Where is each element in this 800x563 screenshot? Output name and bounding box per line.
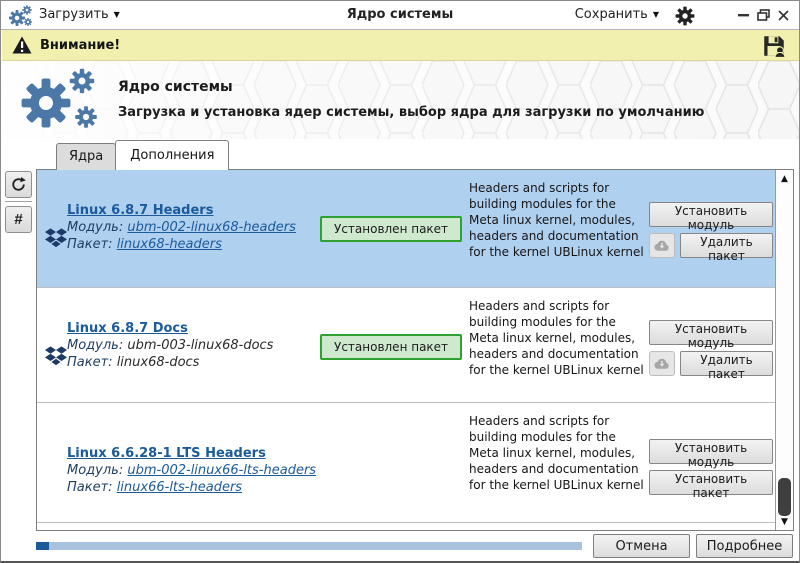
hash-icon: # — [14, 211, 23, 228]
package-row-linux68-docs[interactable] — [37, 288, 775, 403]
module-link[interactable]: ubm-002-linux66-lts-headers — [127, 463, 317, 478]
package-value: linux68-docs — [116, 355, 200, 370]
page-subtitle: Загрузка и установка ядер системы, выбор ядра для загрузки по умолчанию — [118, 105, 705, 120]
tab-kernels[interactable]: Ядра — [56, 143, 116, 170]
progress-bar — [36, 542, 582, 550]
installed-badge: Установлен пакет — [320, 334, 462, 360]
dropbox-package-icon — [45, 346, 67, 366]
module-label: Модуль: — [67, 220, 124, 235]
package-title-link[interactable]: Linux 6.8.7 Docs — [67, 321, 188, 336]
cloud-download-icon — [653, 357, 671, 370]
restore-button[interactable] — [756, 8, 771, 22]
scroll-down-icon[interactable]: ▼ — [781, 516, 788, 527]
install-module-button[interactable]: Установить модуль — [649, 320, 773, 345]
module-label: Модуль: — [67, 338, 124, 353]
header-banner — [2, 61, 799, 139]
toolbar-separator — [5, 201, 32, 202]
package-label: Пакет: — [67, 480, 113, 495]
install-package-button[interactable]: Установить пакет — [649, 470, 773, 495]
package-list — [37, 170, 775, 530]
package-description: Headers and scripts for building modules for the Meta linux kernel, modules, headers and documentation for the kernel UBLinux kernel — [469, 181, 644, 259]
package-row-linux66-lts-headers[interactable] — [37, 403, 775, 523]
installed-badge: Установлен пакет — [320, 216, 462, 242]
install-module-button[interactable]: Установить модуль — [649, 202, 773, 227]
dropbox-package-icon — [45, 228, 67, 248]
minimize-button[interactable] — [736, 8, 751, 22]
banner-gears-icon — [16, 67, 108, 133]
cloud-download-button[interactable] — [649, 233, 675, 258]
close-button[interactable] — [776, 8, 791, 22]
floppy-save-icon[interactable] — [761, 33, 787, 59]
module-link[interactable]: ubm-002-linux68-headers — [127, 220, 296, 235]
addons-panel — [36, 169, 794, 531]
package-title-link[interactable]: Linux 6.8.7 Headers — [67, 203, 214, 218]
hexagon-pattern — [2, 61, 799, 139]
package-description: Headers and scripts for building modules for the Meta linux kernel, modules, headers and documentation for the kernel UBLinux kernel — [469, 414, 644, 492]
module-value: ubm-003-linux68-docs — [127, 338, 274, 353]
package-label: Пакет: — [67, 355, 113, 370]
details-button[interactable]: Подробнее — [696, 534, 793, 558]
scrollbar[interactable] — [775, 170, 793, 530]
cloud-download-icon — [653, 239, 671, 252]
titlebar — [1, 1, 799, 30]
scroll-thumb[interactable] — [778, 478, 791, 516]
warning-bar — [2, 30, 799, 61]
tab-addons[interactable]: Дополнения — [115, 140, 229, 170]
package-label: Пакет: — [67, 237, 113, 252]
warning-triangle-icon — [12, 36, 32, 54]
window-title: Ядро системы — [346, 7, 454, 22]
refresh-icon — [10, 176, 27, 193]
remove-package-button[interactable]: Удалить пакет — [680, 233, 773, 258]
page-title: Ядро системы — [118, 79, 233, 95]
scroll-up-icon[interactable]: ▲ — [781, 173, 788, 184]
cloud-download-button[interactable] — [649, 351, 675, 376]
package-row-linux68-headers[interactable] — [37, 170, 775, 288]
install-module-button[interactable]: Установить модуль — [649, 439, 773, 464]
module-label: Модуль: — [67, 463, 124, 478]
chevron-down-icon: ▼ — [652, 10, 659, 19]
package-link[interactable]: linux66-lts-headers — [116, 480, 243, 495]
hash-button[interactable] — [5, 206, 32, 233]
save-menu[interactable] — [575, 7, 659, 22]
settings-gear-icon[interactable] — [675, 6, 695, 26]
remove-package-button[interactable]: Удалить пакет — [680, 351, 773, 376]
refresh-button[interactable] — [5, 171, 32, 198]
tab-bar — [56, 142, 228, 170]
cancel-button[interactable]: Отмена — [593, 534, 690, 558]
package-description: Headers and scripts for building modules for the Meta linux kernel, modules, headers and documentation for the kernel UBLinux kernel — [469, 299, 644, 377]
package-title-link[interactable]: Linux 6.6.28-1 LTS Headers — [67, 446, 266, 461]
warning-text: Внимание! — [40, 37, 121, 53]
package-link[interactable]: linux68-headers — [116, 237, 222, 252]
save-menu-label: Сохранить — [574, 7, 648, 22]
load-menu-label: Загрузить — [39, 7, 109, 22]
chevron-down-icon: ▼ — [113, 10, 120, 19]
progress-fill — [36, 542, 49, 550]
